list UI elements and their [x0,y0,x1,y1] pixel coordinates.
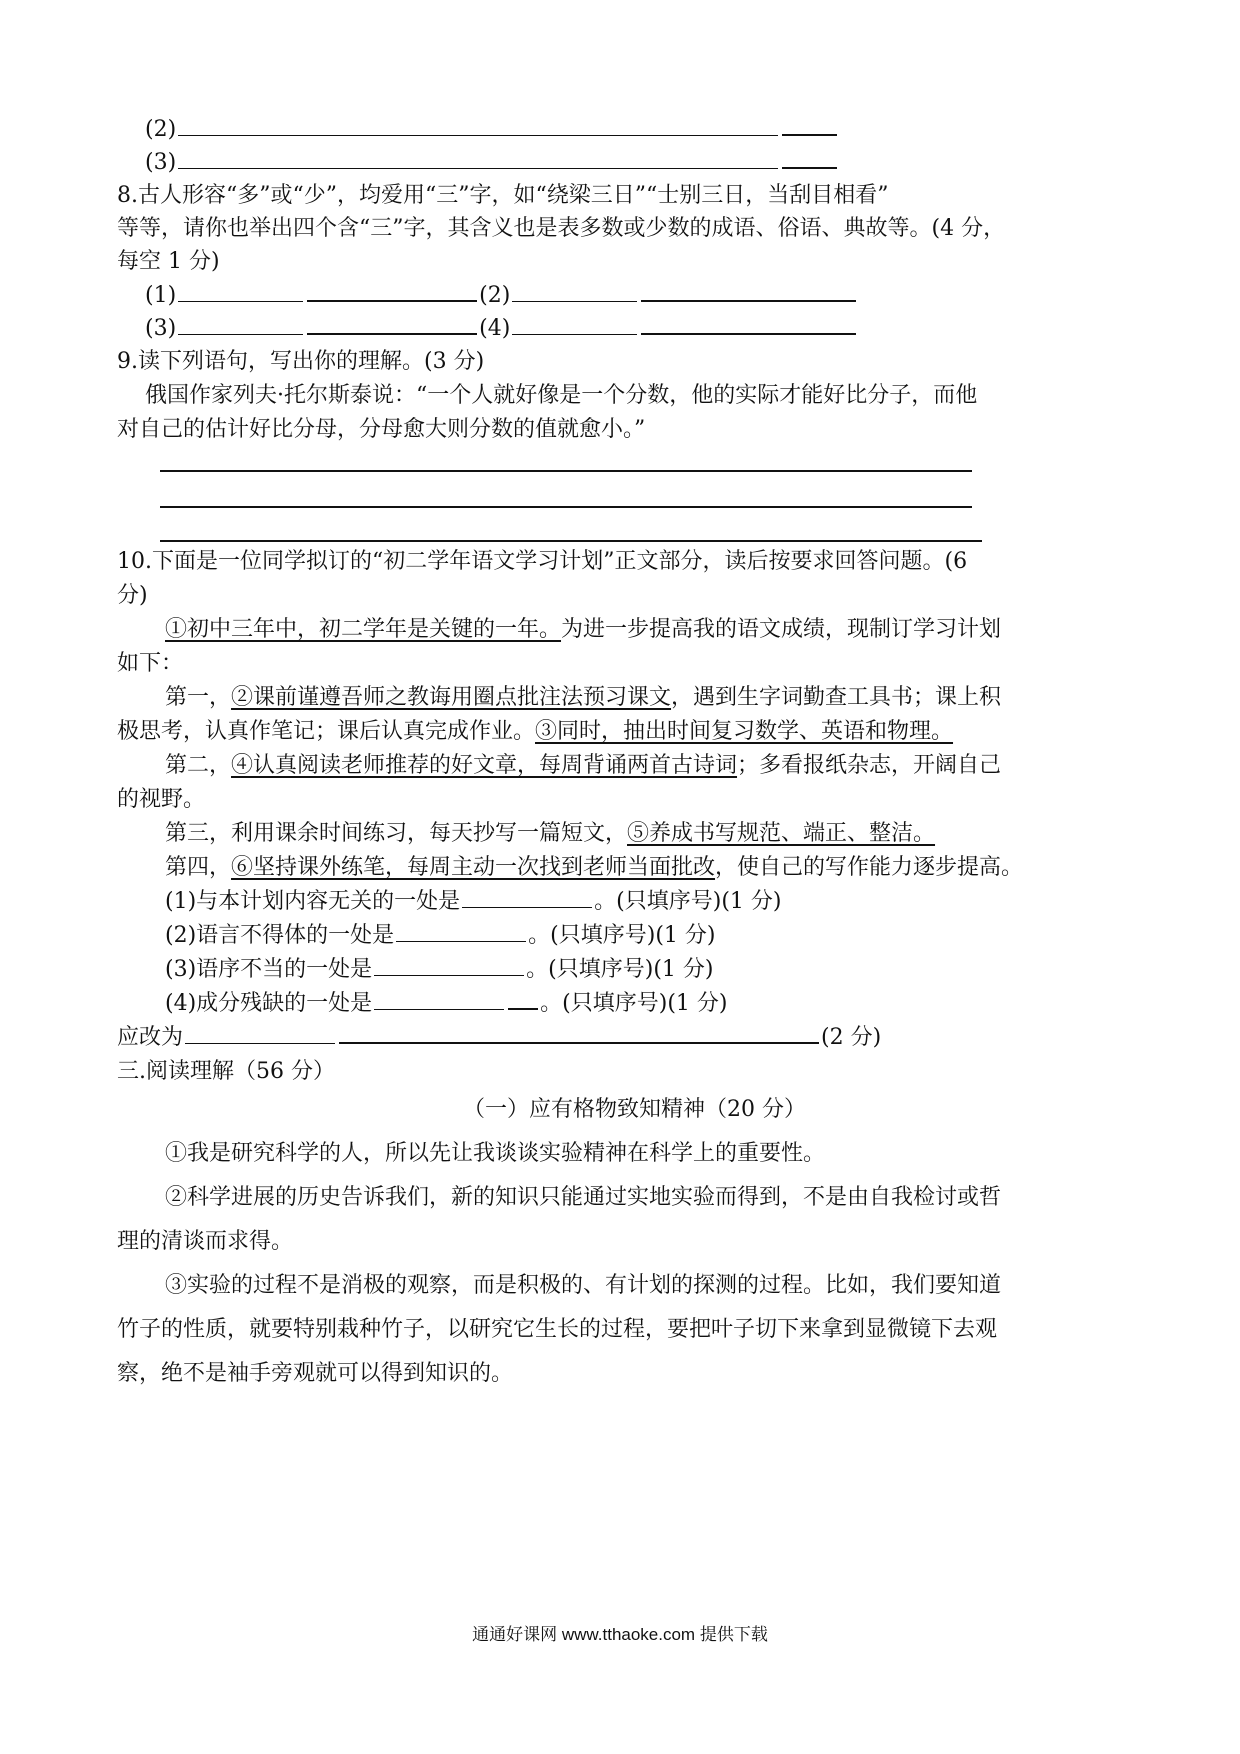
answer-line[interactable] [160,506,972,508]
q10-sub-2: (2)语言不得体的一处是 。(只填序号)(1 分) [165,918,716,954]
answer-blank[interactable] [641,311,856,335]
q10-para-2-line-2: 极思考，认真作笔记；课后认真完成作业。③同时，抽出时间复习数学、英语和物理。 [117,719,954,744]
answer-blank[interactable] [512,279,637,302]
reading-para-3-line-1: ③实验的过程不是消极的观察，而是积极的、有计划的探测的过程。比如，我们要知道 [165,1273,1002,1298]
answer-blank[interactable] [185,1021,335,1044]
q10-para-1-line-2: 如下： [117,651,184,676]
q10-para-5: 第四，⑥坚持课外练笔，每周主动一次找到老师当面批改，使自己的写作能力逐步提高。 [165,855,1024,880]
page-footer: 通通好课网 www.tthaoke.com 提供下载 [472,1625,768,1644]
answer-blank[interactable] [396,919,526,942]
answer-line[interactable] [160,470,972,472]
q10-para-4: 第三，利用课余时间练习，每天抄写一篇短文，⑤养成书写规范、端正、整洁。 [165,821,936,846]
reading-subtitle: （一）应有格物致知精神（20 分） [463,1097,806,1122]
answer-blank[interactable] [307,278,477,302]
answer-blank[interactable] [512,312,637,335]
q9-quote-1: 俄国作家列夫·托尔斯泰说：“一个人就好像是一个分数，他的实际才能好比分子，而他 [145,383,978,408]
answer-blank[interactable] [782,145,837,169]
q8-line-2: 等等，请你也举出四个含“三”字，其含义也是表多数或少数的成语、俗语、典故等。(4 分， [117,216,1006,241]
q7-item-2: (2) [145,112,839,148]
q9-title: 9.读下列语句，写出你的理解。(3 分) [117,349,485,374]
reading-para-2-line-1: ②科学进展的历史告诉我们，新的知识只能通过实地实验而得到，不是由自我检讨或哲 [165,1185,1002,1210]
q8-blanks-row-2: (3) (4) [145,311,858,347]
answer-blank[interactable] [178,312,303,335]
q9-quote-2: 对自己的估计好比分母，分母愈大则分数的值就愈小。” [117,417,646,442]
answer-blank[interactable] [178,146,778,169]
q10-sub-3: (3)语序不当的一处是 。(只填序号)(1 分) [165,952,714,988]
reading-para-3-line-2: 竹子的性质，就要特别栽种竹子，以研究它生长的过程，要把叶子切下来拿到显微镜下去观 [117,1317,998,1342]
q10-fix-line: 应改为 (2 分) [117,1020,881,1056]
q10-title-1: 10.下面是一位同学拟订的“初二学年语文学习计划”正文部分，读后按要求回答问题。(6 [117,549,968,574]
reading-para-3-line-3: 察，绝不是袖手旁观就可以得到知识的。 [117,1361,514,1386]
q10-sub-4: (4)成分残缺的一处是 。(只填序号)(1 分) [165,986,728,1022]
q10-para-3: 第二，④认真阅读老师推荐的好文章，每周背诵两首古诗词；多看报纸杂志，开阔自己 [165,753,1002,778]
reading-para-2-line-2: 理的清谈而求得。 [117,1229,294,1254]
q10-para-1: ①初中三年中，初二学年是关键的一年。为进一步提高我的语文成绩，现制订学习计划 [165,617,1002,642]
q10-para-3-line-2: 的视野。 [117,787,206,812]
answer-blank[interactable] [178,113,778,136]
q10-para-2: 第一，②课前谨遵吾师之教诲用圈点批注法预习课文，遇到生字词勤查工具书；课上积 [165,685,1002,710]
q7-item-3: (3) [145,145,839,181]
answer-line[interactable] [160,540,982,542]
answer-blank[interactable] [178,279,303,302]
answer-blank[interactable] [508,986,538,1010]
answer-blank[interactable] [339,1020,819,1044]
answer-blank[interactable] [782,112,837,136]
q10-title-2: 分) [117,583,148,608]
answer-blank[interactable] [641,278,856,302]
q10-sub-1: (1)与本计划内容无关的一处是 。(只填序号)(1 分) [165,884,782,920]
q8-blanks-row-1: (1) (2) [145,278,858,314]
q8-line-3: 每空 1 分) [117,249,220,274]
answer-blank[interactable] [374,953,524,976]
answer-blank[interactable] [374,987,504,1010]
answer-blank[interactable] [307,311,477,335]
q8-line-1: 8.古人形容“多”或“少”，均爱用“三”字，如“绕梁三日”“士别三日，当刮目相看” [117,183,889,208]
section-3-title: 三.阅读理解（56 分） [117,1059,335,1084]
answer-blank[interactable] [462,885,592,908]
reading-para-1: ①我是研究科学的人，所以先让我谈谈实验精神在科学上的重要性。 [165,1141,826,1166]
